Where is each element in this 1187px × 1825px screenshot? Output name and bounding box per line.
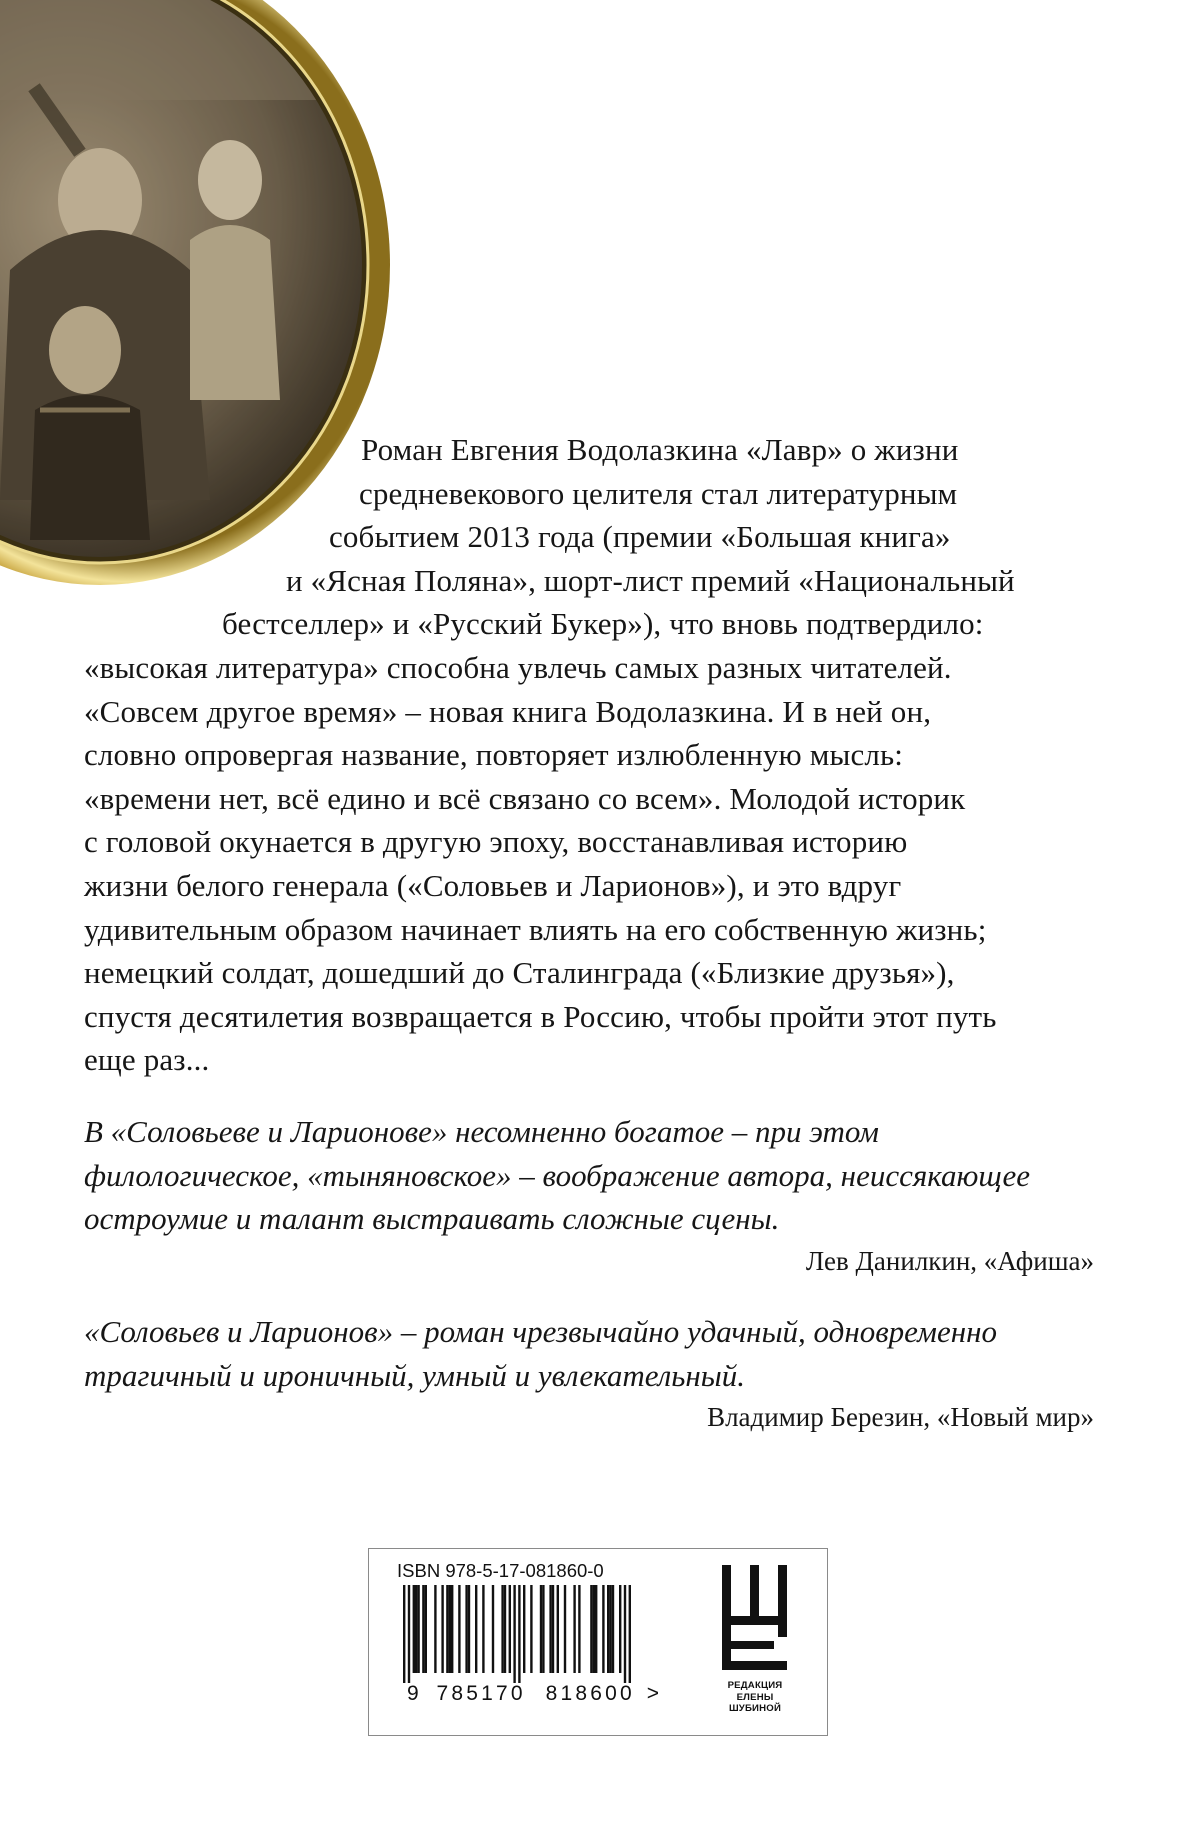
blurb-line: «времени нет, всё едино и всё связано со всем». Молодой историк	[84, 780, 966, 816]
blurb-line: «Совсем другое время» – новая книга Водолазкина. И в ней он,	[84, 693, 932, 729]
barcode-bar	[564, 1585, 566, 1673]
barcode-bar	[607, 1585, 609, 1673]
barcode-bar	[417, 1585, 419, 1673]
barcode-bar	[590, 1585, 592, 1673]
barcode-bar	[609, 1585, 611, 1673]
barcode-bar	[408, 1585, 410, 1683]
barcode-bar	[458, 1585, 460, 1673]
blurb-line: «высокая литература» способна увлечь самых разных читателей.	[84, 649, 952, 685]
barcode-digits-right: 818600	[545, 1682, 635, 1705]
blurb-line: спустя десятилетия возвращается в Россию, чтобы пройти этот путь	[84, 998, 997, 1034]
shubina-logo-icon	[710, 1565, 800, 1675]
blurb-line: жизни белого генерала («Соловьев и Ларионов»), и это вдруг	[84, 867, 902, 903]
barcode-bar	[501, 1585, 503, 1673]
barcode-bar	[475, 1585, 477, 1673]
barcode-bar	[482, 1585, 484, 1673]
barcode-digit-first: 9	[407, 1682, 419, 1705]
barcode-bar	[540, 1585, 542, 1673]
barcode-bar	[530, 1585, 532, 1673]
review-quote	[84, 1110, 1094, 1281]
quote-line: трагичный и ироничный, умный и увлекательный.	[84, 1357, 745, 1393]
publisher-logo-line: ЕЛЕНЫ	[736, 1691, 774, 1703]
publisher-logo-line: РЕДАКЦИЯ	[727, 1680, 783, 1691]
barcode-bar	[509, 1585, 511, 1673]
quote-attribution: Владимир Березин, «Новый мир»	[707, 1402, 1094, 1433]
barcode-digits	[407, 1682, 659, 1706]
barcode-digits-left: 785170	[436, 1682, 526, 1705]
quote-line: филологическое, «тыняновское» – воображение автора, неиссякающее	[84, 1157, 1031, 1193]
barcode-bar	[523, 1585, 525, 1673]
barcode-bar	[446, 1585, 448, 1673]
isbn-label: ISBN 978-5-17-081860-0	[397, 1560, 604, 1581]
barcode-bar	[557, 1585, 559, 1673]
barcode-bar	[504, 1585, 506, 1673]
publisher-logo	[710, 1565, 800, 1715]
barcode-bar	[425, 1585, 427, 1673]
quote-line: «Соловьев и Ларионов» – роман чрезвычайно удачный, одновременно	[84, 1314, 997, 1349]
quote-line: остроумие и талант выстраивать сложные сцены.	[84, 1201, 780, 1237]
blurb-line: средневекового целителя стал литературным	[359, 475, 958, 511]
barcode-bar	[552, 1585, 554, 1673]
barcode-bar	[602, 1585, 604, 1673]
blurb-line: немецкий солдат, дошедший до Сталинграда («Близкие друзья»),	[84, 955, 955, 991]
blurb-line: удивительным образом начинает влиять на его собственную жизнь;	[84, 911, 987, 947]
barcode-bar	[593, 1585, 595, 1673]
barcode-bar	[451, 1585, 453, 1673]
barcode-bar	[441, 1585, 443, 1673]
review-quote	[84, 1310, 1094, 1437]
barcode-bar	[468, 1585, 470, 1673]
blurb-line: событием 2013 года (премии «Большая книга»	[329, 519, 951, 555]
barcode-bar	[624, 1585, 626, 1683]
quote-attribution: Лев Данилкин, «Афиша»	[805, 1245, 1094, 1276]
blurb-line: словно опровергая название, повторяет излюбленную мысль:	[84, 737, 904, 773]
quote-line: В «Соловьеве и Ларионове» несомненно богатое – при этом	[84, 1114, 879, 1149]
barcode-bar	[449, 1585, 451, 1673]
barcode-bar	[415, 1585, 417, 1673]
barcode-bar	[422, 1585, 424, 1673]
blurb-line: с головой окунается в другую эпоху, восстанавливая историю	[84, 824, 908, 860]
barcode-bar	[629, 1585, 631, 1683]
blurb-line: еще раз...	[84, 1042, 210, 1078]
barcode-bar	[573, 1585, 575, 1673]
barcode-bar	[513, 1585, 515, 1683]
barcode-bar	[434, 1585, 436, 1673]
blurb-line: бестселлер» и «Русский Букер»), что вновь подтвердило:	[222, 606, 984, 642]
barcode-bar	[413, 1585, 415, 1673]
blurb-line: и «Ясная Поляна», шорт-лист премий «Национальный	[286, 562, 1015, 598]
barcode-bar	[492, 1585, 494, 1673]
barcode-bar	[619, 1585, 621, 1673]
barcode-bar	[542, 1585, 544, 1673]
barcode-bar	[465, 1585, 467, 1673]
barcode	[391, 1585, 651, 1685]
barcode-bar	[595, 1585, 597, 1673]
blurb-text	[84, 428, 1094, 1082]
publisher-logo-line: ШУБИНОЙ	[728, 1703, 782, 1714]
barcode-bar	[549, 1585, 551, 1673]
barcode-bar	[518, 1585, 520, 1683]
barcode-bar	[578, 1585, 580, 1673]
blurb-line: Роман Евгения Водолазкина «Лавр» о жизни	[361, 432, 959, 467]
barcode-end-marker: >	[646, 1682, 660, 1705]
barcode-bar	[612, 1585, 614, 1673]
barcode-bar	[403, 1585, 405, 1683]
